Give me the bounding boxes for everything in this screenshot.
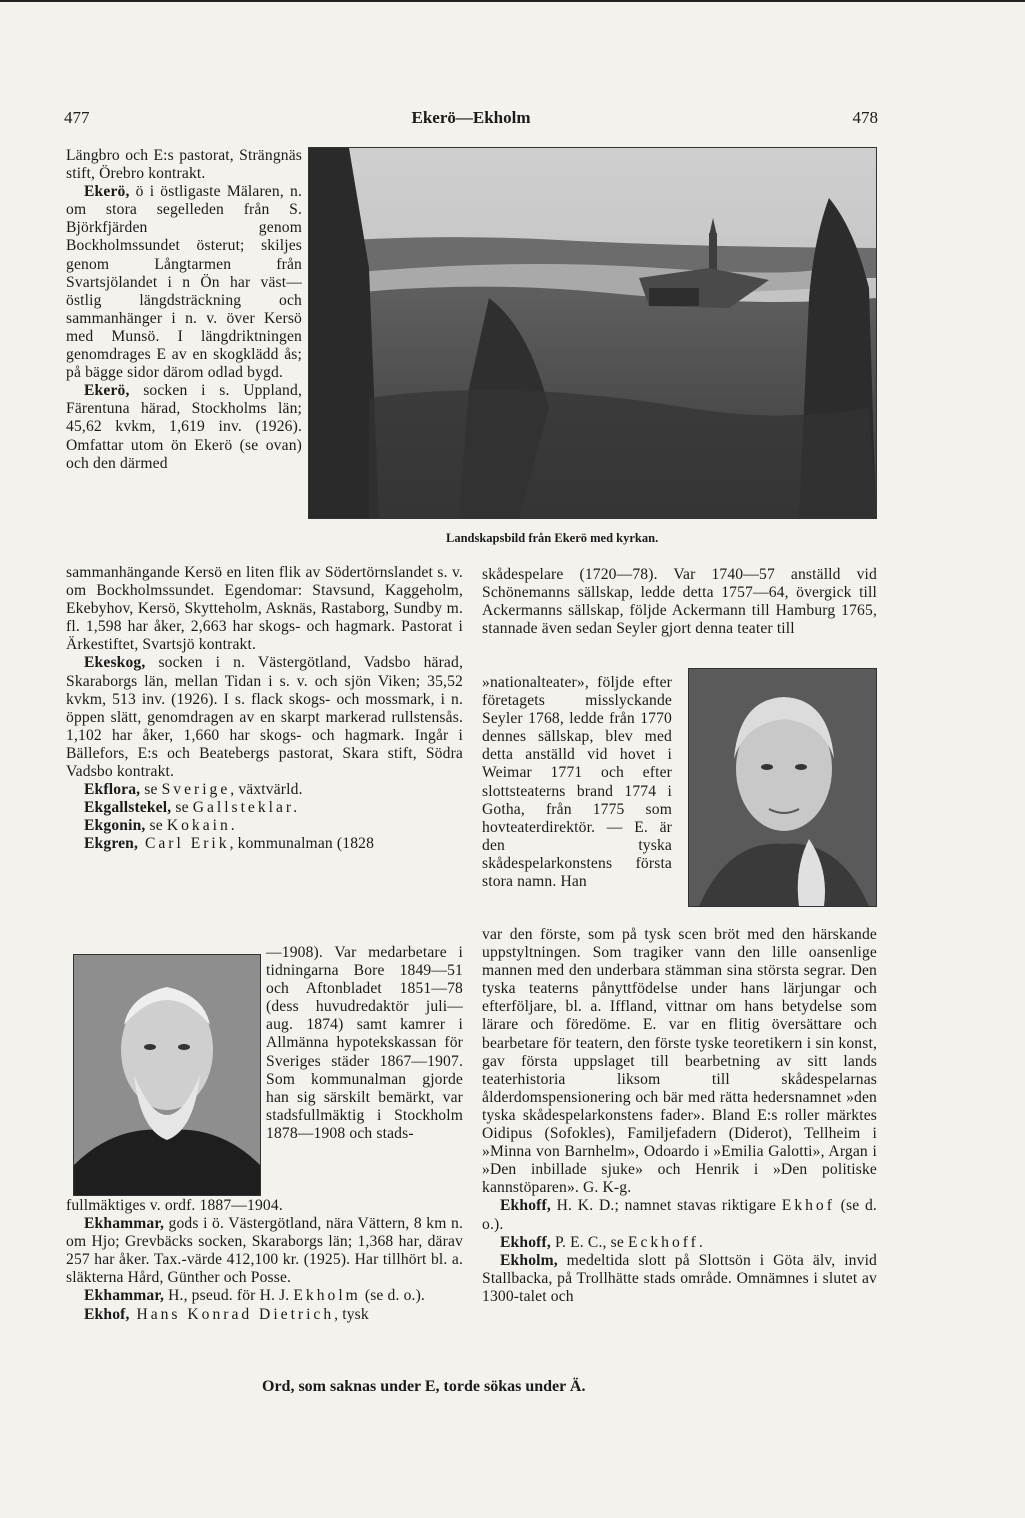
entry-ekhammar-gods (66, 1215, 463, 1287)
cross-reference: Ekholm (293, 1287, 361, 1305)
entry-ekhoff-hkd (482, 1197, 877, 1233)
entry-text: (se d. o.). (360, 1287, 425, 1305)
entry-term: Ekgren, (84, 835, 139, 853)
entry-ekholm (482, 1252, 877, 1306)
entry-text: medeltida slott på Slottsön i Göta älv, invid Stallbacka, på Trollhätte stads område. Omnämnes i slutet av 1300-talet och (482, 1251, 877, 1305)
cross-reference: Kokain. (166, 817, 238, 835)
right-column-main (482, 926, 877, 1306)
entry-text: (se d. o.). (482, 1197, 877, 1233)
entry-term: Ekgallstekel, (84, 799, 172, 817)
entry-term: Ekhoff, (500, 1197, 551, 1215)
entry-continuation: fullmäktiges v. ordf. 1887—1904. (66, 1197, 283, 1214)
entry-name: Carl Erik (138, 835, 230, 853)
entry-text: socken i s. Uppland, Färentuna härad, Stockholms län; 45,62 kvkm, 1,619 inv. (1926). Omfattar utom ön Ekerö (se ovan) och den därmed (66, 382, 302, 472)
entry-text: se (145, 817, 167, 835)
entry-text: H. K. D.; namnet stavas riktigare (550, 1197, 782, 1215)
entry-term: Ekflora, (84, 781, 141, 799)
entry-ekhammar-pseud (66, 1287, 463, 1305)
entry-text: gods i ö. Västergötland, nära Vättern, 8 km n. om Hjo; Grevbäcks socken, Skaraborgs län; 1,368 har, därav 257 har åker. Tax.-värde 412,100 kr. (1925). Har tillhört bl. a. släkterna Hård, Günther och Posse. (66, 1215, 463, 1287)
entry-text: ö i östligaste Mälaren, n. om stora segelleden från S. Björkfjärden genom Bockholmssundet österut; skiljes genom Långtarmen från Svartsjölandet i n Ön har väst—östlig längdsträckning och sammanhänger i n. v. över Kersö med Munsö. I längdriktningen genomdrages E av en skogklädd ås; på bägge sidor därom odlad bygd. (66, 183, 302, 382)
entry-term: Ekerö, (84, 183, 130, 201)
cross-reference: Sverige (161, 781, 231, 799)
entry-term: Ekhammar, (84, 1287, 165, 1305)
entry-term: Ekhammar, (84, 1215, 165, 1233)
entry-term: Ekhoff, (500, 1233, 551, 1251)
cross-reference: Ekhof (781, 1197, 835, 1215)
entry-continuation: sammanhängande Kersö en liten flik av Södertörnslandet s. v. om Bockholmssundet. Egendomar: Stavsund, Kaggeholm, Ekebyhov, Kersö, Skytteholm, Asknäs, Rastaborg, Sundby m. fl. 1,598 har åker, 2,663 har skogs- och hagmark. Pastorat i Ärkestiftet, Svartsjö kontrakt. (66, 564, 463, 654)
right-column-top: skådespelare (1720—78). Var 1740—57 anställd vid Schönemanns sällskap, ledde detta 1757—64, övergick till Ackermanns sällskap, följde Ackermann till Hamburg 1765, stannade även sedan Seyler gjort denna teater till (482, 566, 877, 638)
entry-text: , kommunalman (1828 (229, 835, 375, 853)
entry-ekhof (66, 1306, 463, 1324)
entry-text: , växtvärld. (230, 781, 303, 799)
page-header (64, 108, 878, 130)
entry-ekflora (66, 781, 463, 799)
entry-ekero-island (66, 183, 302, 382)
ekgren-portrait (73, 954, 261, 1196)
entry-term: Ekerö, (84, 382, 130, 400)
entry-continuation: var den förste, som på tysk scen bröt med den härskande uppstyltningen. Som tragiker vann den lille oansenlige mannen med den underbara stämman sina största segrar. Den tyska teaterns pånyttfödelse under hans lärjungar och efterföljare, bl. a. Iffland, vittnar om hans betydelse som lärare och föredöme. E. var en flitig översättare och bearbetare för teatern, den förste tyske teoretikern i sin konst, gav första uppslaget till bearbetning av sitt lands teaterhistoria liksom till skådespelarnas ålderdomspensionering och bär med rätta hedersnamnet »den tyska skådespelarkonstens fader». Bland E:s roller märktes Oidipus (Sofokles), Familjefadern (Diderot), Tellheim i »Minna von Barnhelm», Odoardo i »Emilia Galotti», Argan i »Den inbillade sjuke» och Henrik i »Den politiske kannstöparen». G. K-g. (482, 926, 877, 1197)
entry-text: , tysk (334, 1305, 369, 1323)
entry-ekhoff-pec (482, 1234, 877, 1252)
entry-ekgonin (66, 817, 463, 835)
entry-text: se (140, 781, 162, 799)
figure-caption: Landskapsbild från Ekerö med kyrkan. (446, 531, 659, 545)
entry-continuation: Längbro och E:s pastorat, Strängnäs stift, Örebro kontrakt. (66, 147, 302, 183)
entry-term: Ekholm, (500, 1251, 558, 1269)
ekgren-text: —1908). Var medarbetare i tidningarna Bore 1849—51 och Aftonbladet 1851—78 (dess huvudredaktör juli—aug. 1874) samt kamrer i Allmänna hypotekskassan för Sveriges städer 1867—1907. Som kommunalman gjorde han sig särskilt bemärkt, var stadsfullmäktig i Stockholm 1878—1908 och stads- (266, 944, 463, 1142)
entry-ekgren (66, 835, 463, 853)
entry-term: Ekhof, (84, 1305, 130, 1323)
cross-reference: Eckhoff. (627, 1233, 706, 1251)
footer-note: Ord, som saknas under E, torde sökas under Ä. (262, 1378, 586, 1395)
cross-reference: Gallsteklar. (192, 799, 301, 817)
left-column-top (66, 147, 302, 473)
entry-ekgallstekel (66, 799, 463, 817)
entry-term: Ekgonin, (84, 817, 146, 835)
ekhof-text: »nationalteater», följde efter företagets misslyckande Seyler 1768, ledde från 1770 dennes sällskap, blev med detta anställd vid hovet i Weimar 1771 och efter slottsteaterns brand 1774 i Gotha, från 1775 som hovteaterdirektör. — E. är den tyska skådespelarkonstens första stora namn. Han (482, 674, 672, 891)
entry-text: H., pseud. för H. J. (164, 1287, 294, 1305)
landscape-photo (308, 147, 877, 519)
entry-ekero-parish (66, 382, 302, 472)
left-column-main (66, 564, 463, 854)
entry-ekeskog (66, 654, 463, 781)
page-number-left: 477 (64, 108, 90, 127)
entry-text: socken i n. Västergötland, Vadsbo härad, Skaraborgs län, mellan Tidan i s. v. och sjön Viken; 35,52 kvkm, 513 inv. (1926). I s. flack skogs- och mossmark, i n. öppen slätt, genomdragen av en skarpt markerad rullstensås. 1,102 har åker, 1,660 har skogs- och hagmark. Ingår i Bällefors, E:s och Beatebergs pastorat, Skara stift, Södra Vadsbo kontrakt. (66, 654, 463, 781)
top-rule (0, 0, 1025, 2)
running-title: Ekerö—Ekholm (411, 108, 531, 127)
entry-name: Hans Konrad Dietrich (129, 1305, 335, 1323)
entry-text: se (171, 799, 193, 817)
left-column-bottom (66, 1197, 463, 1324)
entry-term: Ekeskog, (84, 654, 146, 672)
page-number-right: 478 (852, 108, 878, 127)
ekhof-portrait (688, 668, 877, 907)
entry-text: P. E. C., se (550, 1233, 628, 1251)
